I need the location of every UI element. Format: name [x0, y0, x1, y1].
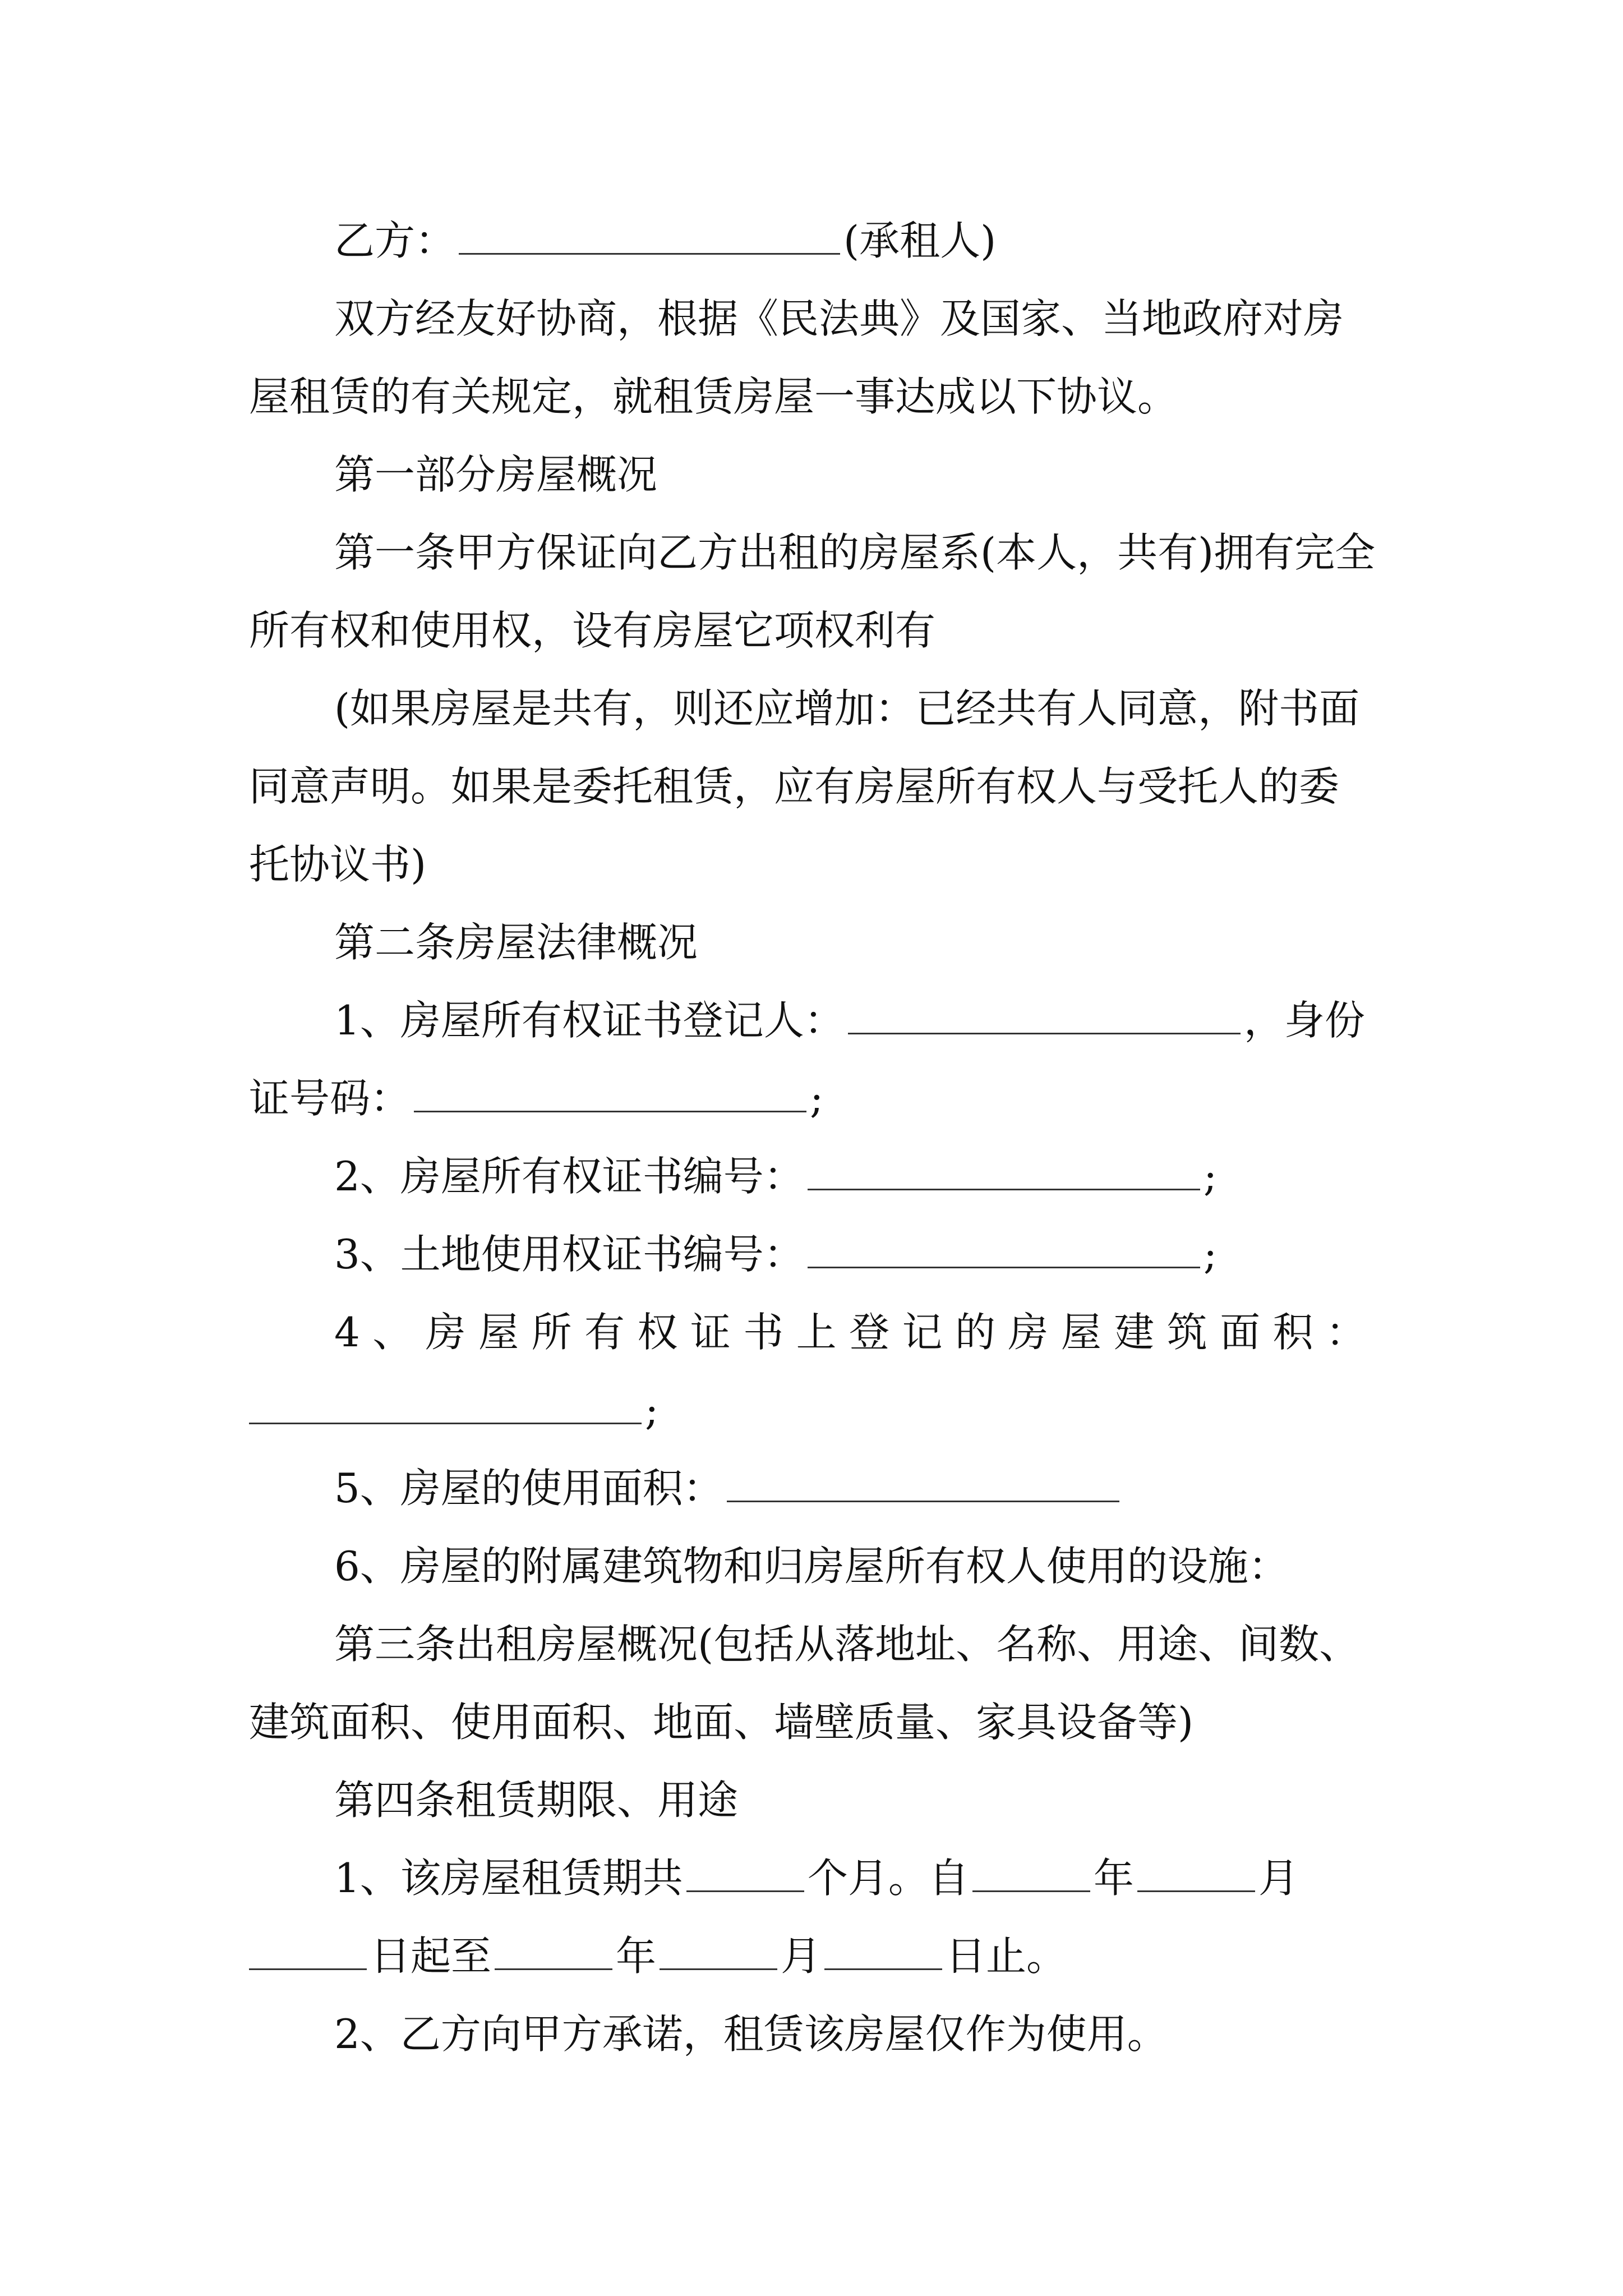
party-b-role: (承租人) [843, 217, 997, 264]
term1-part5: 日起至 [370, 1932, 492, 1980]
article3-paragraph: 第三条出租房屋概况(包括从落地址、名称、用途、间数、建筑面积、使用面积、地面、墙壁质量、家具设备等) [249, 1621, 1360, 1746]
item4-area-label: 4、房屋所有权证书上登记的房屋建筑面积： [334, 1309, 1376, 1356]
months-blank[interactable] [686, 1851, 804, 1892]
end-year-blank[interactable] [495, 1929, 612, 1970]
party-b-label: 乙方： [334, 217, 456, 264]
usable-area-blank[interactable] [727, 1461, 1119, 1502]
term1-part1: 1、该房屋租赁期共 [334, 1855, 683, 1902]
item3-label: 3、土地使用权证书编号： [334, 1231, 804, 1278]
contract-body [249, 202, 1376, 2073]
item6-facilities: 6、房屋的附属建筑物和归房屋所有权人使用的设施： [334, 1543, 1289, 1590]
land-cert-blank[interactable] [808, 1227, 1200, 1268]
cert-number-blank[interactable] [808, 1149, 1200, 1190]
party-b-blank[interactable] [459, 214, 840, 255]
term2-paragraph: 2、乙方向甲方承诺，租赁该房屋仅作为使用。 [334, 2010, 1168, 2058]
party-b-line [249, 202, 1376, 280]
article4-heading: 第四条租赁期限、用途 [334, 1777, 739, 1824]
article2-heading: 第二条房屋法律概况 [334, 919, 698, 966]
registrant-blank[interactable] [848, 993, 1241, 1034]
item2-cert-number [249, 1138, 1376, 1216]
building-area-blank[interactable] [249, 1383, 642, 1424]
article1-note: (如果房屋是共有，则还应增加：已经共有人同意，附书面同意声明。如果是委托租赁，应有房屋所有权人与受托人的委托协议书) [249, 685, 1360, 888]
item1-end: ; [810, 1075, 824, 1122]
term1-part2: 个月。自 [807, 1855, 969, 1902]
item5-usable-area [249, 1450, 1376, 1527]
item3-end: ; [1203, 1231, 1218, 1278]
article1-paragraph: 第一条甲方保证向乙方出租的房屋系(本人，共有)拥有完全所有权和使用权，设有房屋它项权利有 [249, 529, 1376, 654]
term1-part6: 年 [616, 1932, 657, 1980]
item4-area-line [249, 1372, 1376, 1450]
item4-end: ; [645, 1387, 659, 1434]
item3-land-cert [249, 1216, 1376, 1294]
term1-paragraph [249, 1839, 1376, 1995]
term1-part7: 月 [781, 1932, 822, 1980]
start-day-blank[interactable] [249, 1929, 367, 1970]
term1-part8: 日止。 [946, 1932, 1067, 1980]
end-day-blank[interactable] [824, 1929, 942, 1970]
term1-part3: 年 [1093, 1855, 1134, 1902]
item1-label: 1、房屋所有权证书登记人： [334, 997, 845, 1044]
term1-part4: 月 [1258, 1855, 1299, 1902]
part1-heading: 第一部分房屋概况 [334, 451, 658, 498]
start-month-blank[interactable] [1137, 1851, 1255, 1892]
item1-id-label: ，身份证号码： [249, 997, 1365, 1122]
id-number-blank[interactable] [414, 1071, 806, 1112]
intro-paragraph: 双方经友好协商，根据《民法典》及国家、当地政府对房屋租赁的有关规定，就租赁房屋一事达成以下协议。 [249, 295, 1344, 420]
item2-end: ; [1203, 1153, 1218, 1200]
item5-label: 5、房屋的使用面积： [334, 1465, 723, 1512]
item2-label: 2、房屋所有权证书编号： [334, 1153, 804, 1200]
start-year-blank[interactable] [972, 1851, 1090, 1892]
end-month-blank[interactable] [660, 1929, 777, 1970]
item1-registrant [249, 982, 1376, 1138]
